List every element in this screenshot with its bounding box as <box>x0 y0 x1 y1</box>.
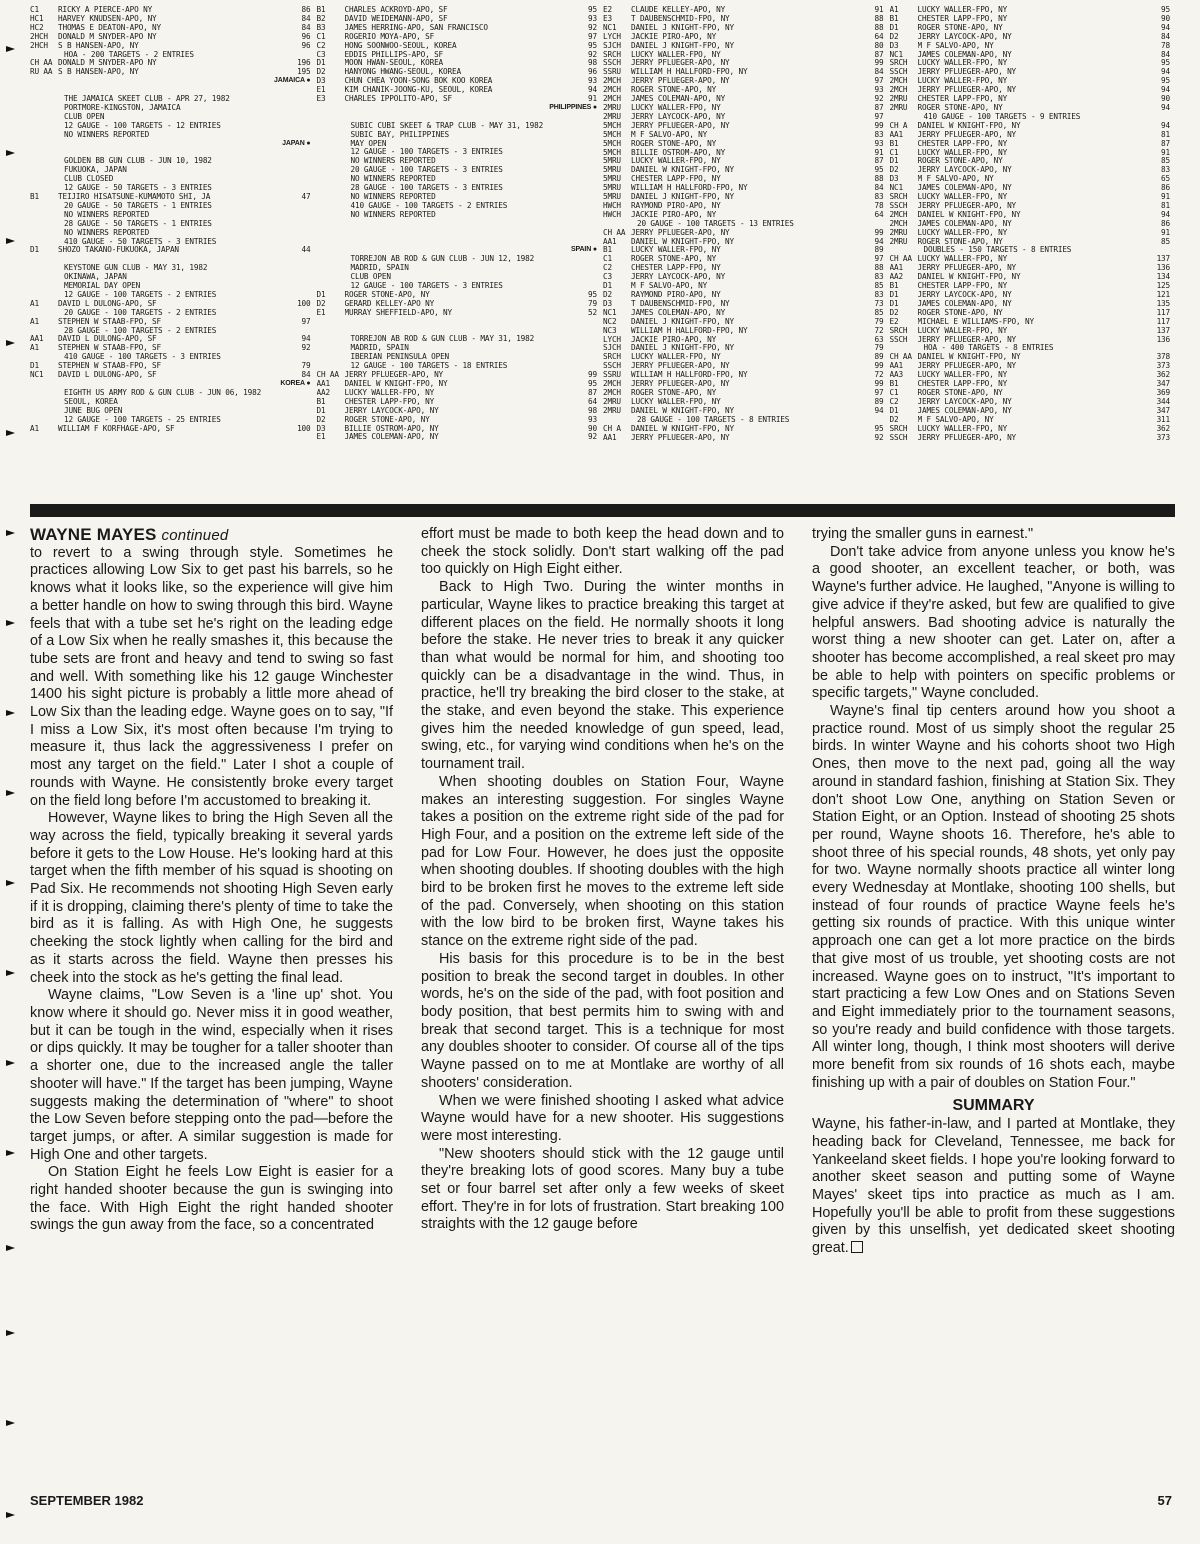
result-row: E3 T DAUBENSCHMID-FPO, NY 88 <box>603 13 884 23</box>
result-row: E1 KIM CHANIK-JOONG-KU, SEOUL, KOREA 94 <box>316 85 597 95</box>
event-header-line: NO WINNERS REPORTED <box>350 210 436 219</box>
event-header-line: TORREJON AB ROD & GUN CLUB - MAY 31, 1982 <box>350 335 535 344</box>
margin-mark <box>6 1060 15 1066</box>
event-header-line: 28 GAUGE - 100 TARGETS - 8 ENTRIES <box>637 415 790 424</box>
result-row: 2MRU LUCKY WALLER-FPO, NY 89 <box>603 396 884 406</box>
result-row: D1 M F SALVO-APO, NY 85 <box>603 281 884 291</box>
event-header-line: JUNE BUG OPEN <box>64 406 123 415</box>
result-row: SJCH DANIEL J KNIGHT-FPO, NY 80 <box>603 40 884 50</box>
event-header-line: CLUB CLOSED <box>64 175 114 184</box>
country-label: SPAIN ● <box>571 246 597 254</box>
result-row: 2MCH DANIEL W KNIGHT-FPO, NY 94 <box>889 209 1170 219</box>
result-row: SSCH JERRY PFLUEGER-APO, NY 81 <box>889 200 1170 210</box>
result-row: B1 TEIJIRO HISATSUNE-KUMAMOTO SHI, JA 47 <box>30 192 311 201</box>
result-row: 2HCH S B HANSEN-APO, NY 96 <box>30 40 311 50</box>
result-row: E2 CLAUDE KELLEY-APO, NY 91 <box>603 6 884 14</box>
margin-mark <box>6 340 15 346</box>
article-column-2 <box>421 526 784 1258</box>
result-row: AA1 JERRY PFLUEGER-APO, NY 92 <box>603 432 884 442</box>
result-row: 2MCH JERRY PFLUEGER-APO, NY 97 <box>603 76 884 86</box>
results-spacer <box>317 229 598 238</box>
margin-mark <box>6 1150 15 1156</box>
margin-mark <box>6 430 15 436</box>
result-row: C3 EDDIS PHILLIPS-APO, SF 92 <box>316 49 597 59</box>
result-row: NC1 DAVID L DULONG-APO, SF 84 <box>30 370 311 380</box>
result-row: 2MCH LUCKY WALLER-FPO, NY 95 <box>889 76 1170 86</box>
result-row: D3 BILLIE OSTROM-APO, NY 90 <box>316 423 597 433</box>
result-row: RU AA S B HANSEN-APO, NY 195 <box>30 67 311 77</box>
event-header-line: NO WINNERS REPORTED <box>350 175 436 184</box>
result-row: 5MRU WILLIAM H HALLFORD-FPO, NY 84 <box>603 183 884 193</box>
margin-mark <box>6 238 15 244</box>
result-row: C1 RICKY A PIERCE-APO NY 86 <box>30 6 311 14</box>
results-spacer <box>317 327 598 336</box>
result-row: D1 ROGER STONE-APO, NY 85 <box>889 156 1170 166</box>
result-row: CH A DANIEL W KNIGHT-FPO, NY 94 <box>889 120 1170 130</box>
result-row: LYCH JACKIE PIRO-APO, NY 63 <box>603 334 884 344</box>
result-row: AA1 DANIEL W KNIGHT-FPO, NY 94 <box>603 236 884 246</box>
article-column-3 <box>812 526 1175 1258</box>
result-row: 5MRU DANIEL J KNIGHT-FPO, NY 83 <box>603 192 884 202</box>
result-row: A1 DAVID L DULONG-APO, SF 100 <box>30 298 311 308</box>
result-row: C2 JERRY LAYCOCK-APO, NY 344 <box>889 396 1170 406</box>
event-header-line: THE JAMAICA SKEET CLUB - APR 27, 1982 <box>64 95 230 104</box>
result-row: SSCH JERRY PFLUEGER-APO, NY 94 <box>889 67 1170 77</box>
result-row: CH A DANIEL W KNIGHT-FPO, NY 95 <box>603 423 884 433</box>
result-row: B1 CHARLES ACKROYD-APO, SF 95 <box>316 6 597 14</box>
margin-mark <box>6 620 15 626</box>
event-header-line: IBERIAN PENINSULA OPEN <box>350 353 450 362</box>
result-row: 5MRU DANIEL W KNIGHT-FPO, NY 95 <box>603 165 884 175</box>
event-header-line: CLUB OPEN <box>64 112 105 121</box>
result-row: 2MRU LUCKY WALLER-FPO, NY 91 <box>889 227 1170 237</box>
article-paragraph: "New shooters should stick with the 12 gauge until they're breaking lots of good scores. Many buy a tube set or four barrel set after only a few weeks of skeet effort. They're in for lots of frustration. Start breaking 100 straights with the 12 gauge before <box>421 1145 784 1233</box>
result-row: A1 STEPHEN W STAAB-FPO, SF 97 <box>30 316 311 326</box>
result-row: 2MRU JERRY LAYCOCK-APO, NY 97 <box>603 111 884 121</box>
event-header-line: 12 GAUGE - 100 TARGETS - 3 ENTRIES <box>350 148 503 157</box>
event-header-line: PORTMORE-KINGSTON, JAMAICA <box>64 103 181 112</box>
result-row: D1 SHOZO TAKANO-FUKUOKA, JAPAN 44 <box>30 245 311 255</box>
result-row: E2 MICHAEL E WILLIAMS-FPO, NY 117 <box>889 316 1170 326</box>
result-row: D1 JAMES COLEMAN-APO, NY 135 <box>889 298 1170 308</box>
issue-date: SEPTEMBER 1982 <box>30 1493 144 1508</box>
margin-mark <box>6 790 15 796</box>
article-paragraph: Back to High Two. During the winter months in particular, Wayne likes to practice breaking this target at different places on the field. He normally shoots it long before the stake. He never tries to break it any quicker than what would be normal for him, and shooting too quickly can be a disadvantage in the wind. Thus, in practice, he'll try breaking the bird closer to the stake, at the stake, and even beyond the stake. This experience gives him the needed knowledge of gun speed, lead, swing, etc., for varying wind conditions when he's on the tournament trail. <box>421 579 784 773</box>
page-number: 57 <box>1157 1493 1172 1508</box>
margin-mark <box>6 880 15 886</box>
result-row: D2 ROGER STONE-APO, NY 117 <box>889 307 1170 317</box>
result-row: SSRU WILLIAM H HALLFORD-FPO, NY 72 <box>603 370 884 380</box>
event-header-line: GOLDEN BB GUN CLUB - JUN 10, 1982 <box>64 157 212 166</box>
result-row: C3 JERRY LAYCOCK-APO, NY 83 <box>603 272 884 282</box>
result-row: B1 CHESTER LAPP-FPO, NY 90 <box>889 13 1170 23</box>
event-header-line: TORREJON AB ROD & GUN CLUB - JUN 12, 1982 <box>350 255 535 264</box>
end-mark-icon <box>851 1241 863 1253</box>
article-column-1 <box>30 526 393 1258</box>
result-row: 2MRU LUCKY WALLER-FPO, NY 87 <box>603 102 884 112</box>
result-row: D1 STEPHEN W STAAB-FPO, SF 79 <box>30 361 311 371</box>
results-column-4 <box>890 6 1171 484</box>
result-row: 5MCH M F SALVO-APO, NY 83 <box>603 129 884 139</box>
event-header-line: 410 GAUGE - 100 TARGETS - 3 ENTRIES <box>64 353 221 362</box>
result-row: 2MCH JERRY PFLUEGER-APO, NY 99 <box>603 379 884 389</box>
result-row: D2 JERRY LAYCOCK-APO, NY 84 <box>889 31 1170 41</box>
result-row: D1 JERRY LAYCOCK-APO, NY 121 <box>889 290 1170 299</box>
result-row: E3 CHARLES IPPOLITO-APO, SF 91 <box>316 94 597 104</box>
event-header-line: MADRID, SPAIN <box>350 264 409 273</box>
article-paragraph: trying the smaller guns in earnest." <box>812 526 1034 542</box>
event-header-line: 28 GAUGE - 50 TARGETS - 1 ENTRIES <box>64 219 212 228</box>
result-row: 2MCH ROGER STONE-APO, NY 93 <box>603 85 884 95</box>
result-row: CH AA DANIEL W KNIGHT-FPO, NY 378 <box>889 352 1170 362</box>
result-row: D2 RAYMOND PIRO-APO, NY 83 <box>603 290 884 299</box>
event-header-line: HOA - 200 TARGETS - 2 ENTRIES <box>64 50 194 59</box>
event-header-line: 12 GAUGE - 50 TARGETS - 3 ENTRIES <box>64 184 212 193</box>
event-header-line: 28 GAUGE - 100 TARGETS - 3 ENTRIES <box>350 184 503 193</box>
result-row: 2MCH ROGER STONE-APO, NY 97 <box>603 387 884 397</box>
event-header-line: NO WINNERS REPORTED <box>350 157 436 166</box>
result-row: SRCH LUCKY WALLER-FPO, NY 91 <box>889 192 1170 202</box>
event-header-line: 12 GAUGE - 100 TARGETS - 3 ENTRIES <box>350 282 503 291</box>
result-row: B1 CHESTER LAPP-FPO, NY 347 <box>889 379 1170 389</box>
result-row: A1 STEPHEN W STAAB-FPO, SF 92 <box>30 343 311 353</box>
event-header-line: 12 GAUGE - 100 TARGETS - 2 ENTRIES <box>64 290 217 299</box>
event-header-line: 410 GAUGE - 50 TARGETS - 3 ENTRIES <box>64 237 217 246</box>
margin-mark <box>6 150 15 156</box>
result-row: AA2 DANIEL W KNIGHT-FPO, NY 134 <box>889 272 1170 282</box>
section-divider-bar <box>30 504 1175 517</box>
result-row: 2MRU CHESTER LAPP-FPO, NY 90 <box>889 94 1170 104</box>
article-paragraph: to revert to a swing through style. Sometimes he practices allowing Low Six to get past his barrels, so he knows what it looks like, so the experience will give him a better handle on how to swing through this bird. Wayne feels that with a tube set he's right on the leading edge of a Low Six when he really smashes it, this because the tube sets are front and heavy and tend to swing so fast and well. With something like his 12 gauge Winchester 1400 his sight picture is probably a little more ahead of Low Six than the leading edge. Wayne goes on to say, "If I miss a Low Six, it's most often because I'm trying to measure it, thus lack the aggressiveness I prefer on most any target on the field." Later I shot a couple of rounds with Wayne. He consistently broke every target on the field long before I'm accustomed to breaking it. <box>30 544 393 809</box>
result-row: SSCH JERRY PFLUEGER-APO, NY 99 <box>603 361 884 371</box>
result-row: D3 M F SALVO-APO, NY 78 <box>889 40 1170 50</box>
result-row: SJCH DANIEL J KNIGHT-FPO, NY 79 <box>603 343 884 353</box>
event-header-line: MAY OPEN <box>350 139 387 148</box>
article-paragraph: On Station Eight he feels Low Eight is easier for a right handed shooter because the gun is swinging into the face. With High Eight the right handed shooter swings the gun away from the face, so a concentrated <box>30 1164 393 1234</box>
country-label: PHILIPPINES ● <box>549 103 597 111</box>
result-row: D3 CHUN CHEA YOON-SONG BOK KOO KOREA 93 <box>316 76 597 86</box>
result-row: 2MRU ROGER STONE-APO, NY 94 <box>889 102 1170 112</box>
result-row: 5MCH ROGER STONE-APO, NY 93 <box>603 138 884 148</box>
result-row: NC1 DANIEL J KNIGHT-FPO, NY 88 <box>603 22 884 32</box>
margin-mark <box>6 970 15 976</box>
event-header-line: KEYSTONE GUN CLUB - MAY 31, 1982 <box>64 264 208 273</box>
event-header-line: NO WINNERS REPORTED <box>64 228 150 237</box>
margin-mark <box>6 530 15 536</box>
result-row: B3 JAMES HERRING-APO, SAN FRANCISCO 92 <box>316 22 597 32</box>
result-row: CH AA JERRY PFLUEGER-APO, NY 99 <box>316 370 597 380</box>
margin-mark <box>6 1330 15 1336</box>
event-header-line: 410 GAUGE - 100 TARGETS - 9 ENTRIES <box>923 112 1081 121</box>
results-spacer <box>30 255 311 264</box>
event-header-line: MADRID, SPAIN <box>350 344 409 353</box>
event-header-line: 12 GAUGE - 100 TARGETS - 25 ENTRIES <box>64 415 221 424</box>
result-row: NC1 JAMES COLEMAN-APO, NY 84 <box>889 49 1170 59</box>
event-header-line: EIGHTH US ARMY ROD & GUN CLUB - JUN 06, 1982 <box>64 388 262 397</box>
article-paragraph: However, Wayne likes to bring the High Seven all the way across the field, typically breaking it several yards before it gets to the Low House. He's looking hard at this target when the fifth member of his squad is shooting on Pad Six. He recommends not shooting High Seven early if it is dropping, claiming there's plenty of time to take the bird as it is falling. As with High One, he suggests cheeking the stock lightly when calling for the bird and as it starts across the field. Wayne then presses his cheek into the stock as he's getting the final lead. <box>30 810 393 986</box>
results-listing <box>30 6 1170 484</box>
result-row: AA1 DAVID L DULONG-APO, SF 94 <box>30 334 311 344</box>
summary-paragraph: Wayne, his father-in-law, and I parted at Montlake, they heading back for Cleveland, Tennessee, me back for Yankeeland skeet fields. I hope you're looking forward to another skeet season and putting some of Wayne Mayes' skeet tips into practice as much as I am. Hopefully you'll be able to profit from these suggestions given by this unselfish, yet dedicated skeet shooting great. <box>812 1116 1175 1257</box>
event-header-line: FUKUOKA, JAPAN <box>64 166 127 175</box>
result-row: HWCH JACKIE PIRO-APO, NY 64 <box>603 209 884 219</box>
result-row: 2MCH JERRY PFLUEGER-APO, NY 94 <box>889 85 1170 95</box>
event-header-line: NO WINNERS REPORTED <box>350 193 436 202</box>
result-row: SRCH LUCKY WALLER-FPO, NY 362 <box>889 423 1170 433</box>
event-header-line: 20 GAUGE - 50 TARGETS - 1 ENTRIES <box>64 201 212 210</box>
result-row: D3 M F SALVO-APO, NY 65 <box>889 174 1170 184</box>
result-row: C1 ROGER STONE-APO, NY 369 <box>889 387 1170 397</box>
event-header-line: DOUBLES - 150 TARGETS - 8 ENTRIES <box>923 246 1072 255</box>
result-row: SSCH JERRY PFLUEGER-APO, NY 136 <box>889 334 1170 344</box>
results-column-2 <box>317 6 598 484</box>
country-label: KOREA ● <box>280 380 311 388</box>
result-row: NC3 WILLIAM H HALLFORD-FPO, NY 72 <box>603 325 884 335</box>
margin-mark <box>6 710 15 716</box>
event-header-line: CLUB OPEN <box>350 273 391 282</box>
event-header-line: SEOUL, KOREA <box>64 397 118 406</box>
result-row: CH AA JERRY PFLUEGER-APO, NY 99 <box>603 227 884 237</box>
result-row: D2 M F SALVO-APO, NY 311 <box>889 414 1170 424</box>
result-row: C1 ROGER STONE-APO, NY 97 <box>603 254 884 264</box>
result-row: 2MCH JAMES COLEMAN-APO, NY 92 <box>603 94 884 104</box>
margin-mark <box>6 1512 15 1518</box>
result-row: C1 ROGERIO MOYA-APO, SF 97 <box>316 31 597 41</box>
result-row: B1 LUCKY WALLER-FPO, NY 89 <box>603 245 884 255</box>
result-row: 2MRU DANIEL W KNIGHT-FPO, NY 94 <box>603 405 884 415</box>
result-row: AA1 JERRY PFLUEGER-APO, NY 373 <box>889 361 1170 371</box>
margin-mark <box>6 1420 15 1426</box>
results-spacer <box>317 318 598 327</box>
event-header-line: SUBIC CUBI SKEET & TRAP CLUB - MAY 31, 1982 <box>350 121 544 130</box>
result-row: AA3 LUCKY WALLER-FPO, NY 362 <box>889 370 1170 380</box>
result-row: NC1 JAMES COLEMAN-APO, NY 85 <box>603 307 884 317</box>
results-column-3 <box>603 6 884 484</box>
result-row: HWCH RAYMOND PIRO-APO, NY 78 <box>603 200 884 210</box>
event-header-line: SUBIC BAY, PHILIPPINES <box>350 130 450 139</box>
result-row: 2HCH DONALD M SNYDER-APO NY 96 <box>30 31 311 41</box>
article-paragraph: Wayne claims, "Low Seven is a 'line up' shot. You know where it should go. Never miss it in good weather, but it can be tough in the wind, especially when it rises or dips quickly. It may be tougher for a taller shooter than a shorter one, due to the increased angle the taller shooter will have." If the target has been jumping, Wayne suggests making the determination of "where" to shoot the Low Seven before stepping onto the pad—before the target jumps, or after. A similar suggestion is made for High One and other targets. <box>30 987 393 1163</box>
result-row: SRCH LUCKY WALLER-FPO, NY 89 <box>603 352 884 362</box>
result-row: B2 DAVID WEIDEMANN-APO, SF 93 <box>316 13 597 23</box>
event-header-line: 20 GAUGE - 100 TARGETS - 13 ENTRIES <box>637 219 794 228</box>
article-body <box>30 526 1175 1258</box>
result-row: AA1 JERRY PFLUEGER-APO, NY 136 <box>889 263 1170 273</box>
event-header-line: NO WINNERS REPORTED <box>64 130 150 139</box>
event-header-line: 28 GAUGE - 100 TARGETS - 2 ENTRIES <box>64 326 217 335</box>
event-header-line: MEMORIAL DAY OPEN <box>64 282 141 291</box>
result-row: SRCH LUCKY WALLER-FPO, NY 137 <box>889 325 1170 335</box>
result-row: D1 JERRY LAYCOCK-APO, NY 98 <box>316 405 597 415</box>
results-spacer <box>30 86 311 95</box>
result-row: 2MCH JAMES COLEMAN-APO, NY 86 <box>889 218 1170 228</box>
result-row: AA1 JERRY PFLUEGER-APO, NY 81 <box>889 129 1170 139</box>
result-row: CH AA DONALD M SNYDER-APO NY 196 <box>30 58 311 68</box>
results-spacer <box>317 220 598 229</box>
event-header-line: 12 GAUGE - 100 TARGETS - 18 ENTRIES <box>350 362 508 371</box>
results-spacer <box>317 113 598 122</box>
result-row: AA1 DANIEL W KNIGHT-FPO, NY 95 <box>316 378 597 388</box>
article-paragraph: His basis for this procedure is to be in the best position to break the second target in doubles. In other words, he's on the side of the pad, with foot position and body position, that best permits him to swing with and break that second target. This is a technique for most any doubles shooter to consider. Of course all of the tips Wayne passed on to me at Montlake are worthy of all shooters' consideration. <box>421 950 784 1091</box>
results-spacer <box>317 238 598 247</box>
result-row: B1 CHESTER LAPP-FPO, NY 87 <box>889 138 1170 148</box>
result-row: C2 CHESTER LAPP-FPO, NY 88 <box>603 263 884 273</box>
event-header-line: HOA - 400 TARGETS - 8 ENTRIES <box>923 344 1054 353</box>
result-row: B1 CHESTER LAPP-FPO, NY 125 <box>889 281 1170 291</box>
result-row: HC2 THOMAS E DEATON-APO, NY 84 <box>30 22 311 32</box>
result-row: SSCH JERRY PFLUEGER-APO, NY 99 <box>603 58 884 68</box>
result-row: D2 GERARD KELLEY-APO NY 79 <box>316 298 597 308</box>
event-header-line: OKINAWA, JAPAN <box>64 273 127 282</box>
result-row: 5MRU LUCKY WALLER-FPO, NY 87 <box>603 156 884 166</box>
result-row: D1 MOON HWAN-SEOUL, KOREA 98 <box>316 58 597 68</box>
country-label: JAPAN ● <box>282 139 311 147</box>
article-heading: WAYNE MAYES continued <box>30 525 229 544</box>
event-header-line: 410 GAUGE - 100 TARGETS - 2 ENTRIES <box>350 201 508 210</box>
result-row: AA2 LUCKY WALLER-FPO, NY 87 <box>316 387 597 397</box>
result-row: CH AA LUCKY WALLER-FPO, NY 137 <box>889 254 1170 264</box>
result-row: D3 T DAUBENSCHMID-FPO, NY 73 <box>603 298 884 308</box>
event-header-line: 12 GAUGE - 100 TARGETS - 12 ENTRIES <box>64 121 221 130</box>
result-row: HC1 HARVEY KNUDSEN-APO, NY 84 <box>30 13 311 23</box>
margin-mark <box>6 1245 15 1251</box>
result-row: 5MCH JERRY PFLUEGER-APO, NY 99 <box>603 120 884 130</box>
result-row: D2 ROGER STONE-APO, NY 93 <box>316 414 597 424</box>
article-paragraph: effort must be made to both keep the head down and to cheek the stock solidly. Don't start walking off the pad too quickly on High Eight either. <box>421 526 784 578</box>
result-row: SRCH LUCKY WALLER-FPO, NY 95 <box>889 58 1170 68</box>
event-header-line: 20 GAUGE - 100 TARGETS - 3 ENTRIES <box>350 166 503 175</box>
result-row: C2 HONG SOONWOO-SEOUL, KOREA 95 <box>316 40 597 50</box>
result-row: SRCH LUCKY WALLER-FPO, NY 87 <box>603 49 884 59</box>
result-row: NC1 JAMES COLEMAN-APO, NY 86 <box>889 183 1170 193</box>
article-paragraph: Wayne's final tip centers around how you shoot a practice round. Most of us simply shoot the regular 25 birds. In winter Wayne and his cohorts shoot two High Ones, then move to the next pad, going all the way around in standard fashion, finishing at Station Six. They don't shoot Low One, anything on Station Seven or Station Eight, or an Option. Instead of shooting 25 shots per round, Wayne shoots 16. Therefore, he's able to shoot three of his special rounds, 48 shots, yet only pay for two. Wayne normally shoots practice all winter long every Wednesday at Montlake, shooting 100 shells, but instead of four rounds of practice Wayne feels he's getting six rounds of practice. With this unique winter approach one can get a lot more practice on the birds that give most of us trouble, yet shooting costs are not increased. Wayne goes on to instruct, "It's important to start practicing a few Low Ones and on Stations Seven and Eight immediately prior to the tournament seasons, so you're ready and build confidence with those targets. All winter long, though, I think most shooters will derive more benefit from six rounds of 16 shots each, maybe finishing up with a pair of doubles on Station Four." <box>812 703 1175 1091</box>
result-row: D1 JAMES COLEMAN-APO, NY 347 <box>889 405 1170 415</box>
result-row: D1 ROGER STONE-APO, NY 95 <box>316 289 597 299</box>
result-row: 5MRU CHESTER LAPP-FPO, NY 88 <box>603 174 884 184</box>
results-spacer <box>30 148 311 157</box>
article-paragraph: When we were finished shooting I asked what advice Wayne would have for a new shooter. His suggestions were most interesting. <box>421 1092 784 1144</box>
event-header-line: 20 GAUGE - 100 TARGETS - 2 ENTRIES <box>64 308 217 317</box>
result-row: D2 JERRY LAYCOCK-APO, NY 83 <box>889 165 1170 175</box>
result-row: C1 LUCKY WALLER-FPO, NY 91 <box>889 147 1170 157</box>
result-row: E1 MURRAY SHEFFIELD-APO, NY 52 <box>316 307 597 317</box>
result-row: NC2 DANIEL J KNIGHT-FPO, NY 79 <box>603 316 884 326</box>
result-row: A1 WILLIAM F KORFHAGE-APO, SF 100 <box>30 423 311 433</box>
country-label: JAMAICA ● <box>274 77 311 85</box>
result-row: D2 HANYONG HWANG-SEOUL, KOREA 96 <box>316 67 597 77</box>
result-row: A1 LUCKY WALLER-FPO, NY 95 <box>889 6 1170 14</box>
result-row: 5MCH BILLIE OSTROM-APO, NY 91 <box>603 147 884 157</box>
summary-heading: SUMMARY <box>952 1096 1035 1114</box>
margin-mark <box>6 46 15 52</box>
event-header-line: NO WINNERS REPORTED <box>64 210 150 219</box>
result-row: SSRU WILLIAM H HALLFORD-FPO, NY 84 <box>603 67 884 77</box>
article-paragraph: Don't take advice from anyone unless you know he's a good shooter, an excellent teacher, or both, was Wayne's further advice. He laughed, "Anyone is willing to give advice if they're asked, but few are qualified to give helpful answers. Bad shooting advice is naturally the worst thing a new shooter can get. Later on, after a shooter has become accomplished, a real skeet pro may be able to help with pointers on specific problems or specific targets," Wayne concluded. <box>812 543 1175 702</box>
result-row: E1 JAMES COLEMAN-APO, NY 92 <box>316 432 597 442</box>
article-paragraph: When shooting doubles on Station Four, Wayne makes an interesting suggestion. For singles Wayne takes a position on the extreme right side of the pad for High Four, and a position on the extreme left side of the pad for Low Four. However, he does just the opposite when shooting doubles. If shooting doubles with the high bird to be broken first he moves to the extreme left side of the pad. Conversely, when shooting on this station with the low bird to be broken first, Wayne takes his stance on the extreme right side of the pad. <box>421 773 784 950</box>
result-row: 2MRU ROGER STONE-APO, NY 85 <box>889 236 1170 246</box>
result-row: LYCH JACKIE PIRO-APO, NY 64 <box>603 31 884 41</box>
result-row: D1 ROGER STONE-APO, NY 94 <box>889 22 1170 32</box>
results-column-1 <box>30 6 311 484</box>
result-row: SSCH JERRY PFLUEGER-APO, NY 373 <box>889 432 1170 442</box>
result-row: B1 CHESTER LAPP-FPO, NY 64 <box>316 396 597 406</box>
